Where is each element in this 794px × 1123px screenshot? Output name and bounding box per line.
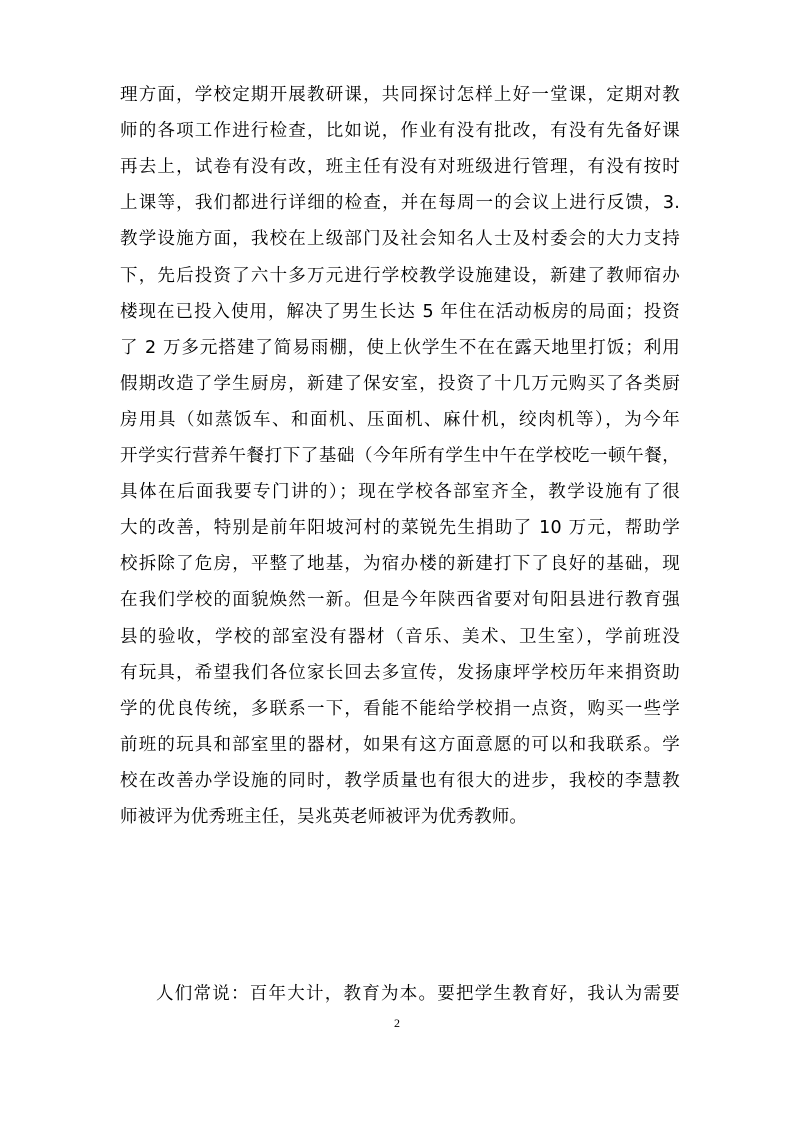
paragraph-1-line: 教学设施方面，我校在上级部门及社会知名人士及村委会的大力支持 [120,229,680,250]
paragraph-1-line: 上课等，我们都进行详细的检查，并在每周一的会议上进行反馈，3. [120,193,680,214]
paragraph-1-line: 楼现在已投入使用，解决了男生长达 5 年住在活动板房的局面；投资 [120,301,680,322]
paragraph-1-line: 了 2 万多元搭建了简易雨棚，使上伙学生不在在露天地里打饭；利用 [120,337,680,358]
paragraph-1-line: 县的验收，学校的部室没有器材（音乐、美术、卫生室），学前班没 [120,626,680,647]
paragraph-1-line: 校拆除了危房，平整了地基，为宿办楼的新建打下了良好的基础，现 [120,554,680,575]
paragraph-1-line: 有玩具，希望我们各位家长回去多宣传，发扬康坪学校历年来捐资助 [120,662,680,683]
paragraph-2-line: 人们常说：百年大计，教育为本。要把学生教育好，我认为需要 [156,984,680,1004]
paragraph-1-line: 再去上，试卷有没有改，班主任有没有对班级进行管理，有没有按时 [120,157,680,178]
paragraph-1-line: 在我们学校的面貌焕然一新。但是今年陕西省要对旬阳县进行教育强 [120,590,680,611]
paragraph-1-line: 师被评为优秀班主任，吴兆英老师被评为优秀教师。 [120,807,528,827]
paragraph-1-line: 大的改善，特别是前年阳坡河村的菜锐先生捐助了 10 万元，帮助学 [120,518,680,539]
paragraph-1-line: 假期改造了学生厨房，新建了保安室，投资了十几万元购买了各类厨 [120,373,680,394]
paragraph-1-line: 师的各项工作进行检查，比如说，作业有没有批改，有没有先备好课 [120,121,680,142]
paragraph-1-line: 开学实行营养午餐打下了基础（今年所有学生中午在学校吃一顿午餐， [120,446,680,466]
paragraph-1-line: 学的优良传统，多联系一下，看能不能给学校捐一点资，购买一些学 [120,698,680,719]
paragraph-1-line: 下，先后投资了六十多万元进行学校教学设施建设，新建了教师宿办 [120,265,680,286]
paragraph-1-line: 理方面，学校定期开展教研课，共同探讨怎样上好一堂课，定期对教 [120,85,680,105]
paragraph-1-line: 房用具（如蒸饭车、和面机、压面机、麻什机，绞肉机等），为今年 [120,409,680,430]
page-number: 2 [394,1016,400,1030]
paragraph-1-line: 校在改善办学设施的同时，教学质量也有很大的进步，我校的李慧教 [120,770,680,791]
paragraph-1-line: 前班的玩具和部室里的器材，如果有这方面意愿的可以和我联系。学 [120,734,680,755]
paragraph-1-line: 具体在后面我要专门讲的）；现在学校各部室齐全，教学设施有了很 [120,482,680,503]
